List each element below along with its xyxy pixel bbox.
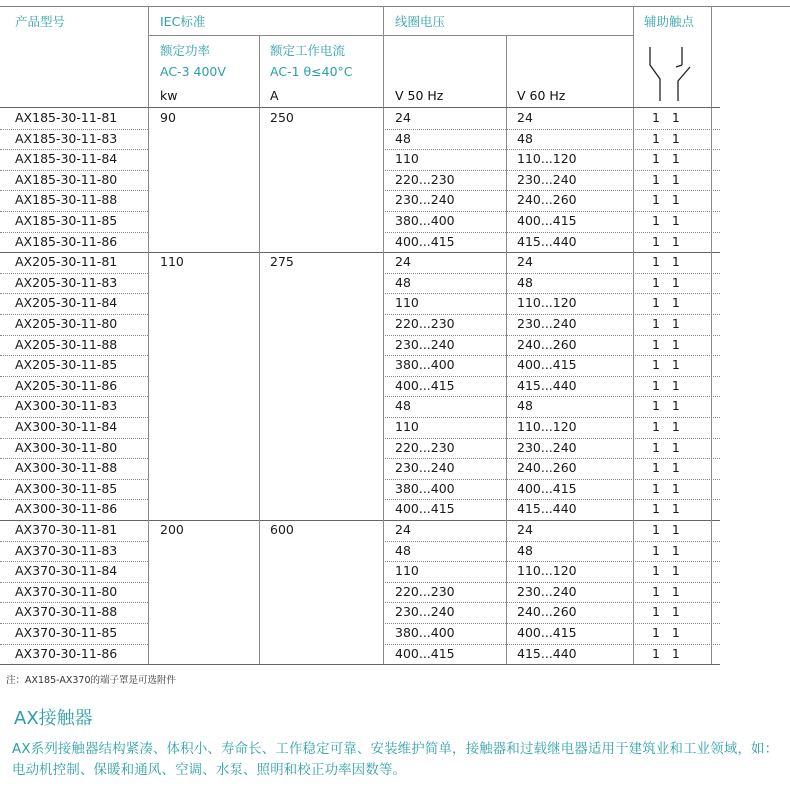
iec-underline <box>148 35 383 36</box>
col-divider <box>633 6 634 107</box>
cell-model: AX300-30-11-86 <box>15 501 118 517</box>
rated-current-condition: AC-1 θ≤40°C <box>270 64 353 79</box>
cell-v50: 110 <box>395 295 419 311</box>
cell-v50: 220...230 <box>395 316 455 331</box>
cell-v60: 240...260 <box>517 192 577 208</box>
cell-aux: 1 1 <box>652 336 680 352</box>
section-description: AX系列接触器结构紧凑、体积小、寿命长、工作稳定可靠、安装维护简单，接触器和过载继电器适用于建筑业和工业领域，如： 电动机控制、保暖和通风、空调、水泵、照明和校正功率因数等。 <box>12 742 779 778</box>
cell-v60: 240...260 <box>517 460 577 476</box>
auxiliary-contact-symbol-icon <box>640 47 700 107</box>
cell-v50: 220...230 <box>395 171 455 187</box>
cell-v50: 400...415 <box>395 645 455 661</box>
table-row <box>0 623 720 644</box>
col-divider <box>148 6 149 107</box>
cell-aux: 1 1 <box>652 295 680 311</box>
cell-model: AX370-30-11-86 <box>15 645 118 661</box>
table-row <box>0 541 720 562</box>
rated-current-unit: A <box>270 88 279 103</box>
cell-model: AX370-30-11-81 <box>15 522 118 537</box>
footnote: 注：AX185-AX370的端子罩是可选附件 <box>6 675 176 686</box>
table-row <box>0 602 720 623</box>
cell-v60: 240...260 <box>517 604 577 620</box>
table-row <box>0 417 720 438</box>
cell-aux: 1 1 <box>652 213 680 228</box>
cell-v50: 24 <box>395 254 411 270</box>
cell-aux: 1 1 <box>652 625 680 640</box>
aux-contact-header: 辅助触点 <box>644 14 695 29</box>
cell-model: AX185-30-11-81 <box>15 110 118 125</box>
cell-v50: 110 <box>395 151 419 167</box>
cell-aux: 1 1 <box>652 171 680 187</box>
cell-aux: 1 1 <box>652 439 680 455</box>
table-row <box>0 396 720 417</box>
table-row <box>0 273 720 294</box>
table-row <box>0 644 720 665</box>
table-row <box>0 582 720 603</box>
coil-underline <box>383 35 633 36</box>
table-row <box>0 108 720 129</box>
cell-model: AX205-30-11-84 <box>15 295 118 311</box>
cell-model: AX370-30-11-88 <box>15 604 118 620</box>
cell-model: AX370-30-11-85 <box>15 625 118 640</box>
col-divider <box>506 35 507 107</box>
cell-v60: 400...415 <box>517 625 577 640</box>
cell-v60: 24 <box>517 522 533 537</box>
cell-v60: 48 <box>517 274 533 290</box>
table-row <box>0 149 720 170</box>
table-row <box>0 335 720 356</box>
cell-v50: 380...400 <box>395 213 455 228</box>
col-divider <box>383 108 384 664</box>
cell-v60: 110...120 <box>517 563 577 579</box>
table-row <box>0 438 720 459</box>
cell-aux: 1 1 <box>652 110 680 125</box>
table-bottom-rule <box>0 664 720 665</box>
coil-voltage-header: 线圈电压 <box>395 14 446 29</box>
cell-model: AX185-30-11-84 <box>15 151 118 167</box>
cell-model: AX300-30-11-80 <box>15 439 118 455</box>
table-row <box>0 376 720 397</box>
table-row <box>0 458 720 479</box>
cell-current: 275 <box>270 254 294 270</box>
cell-model: AX185-30-11-83 <box>15 130 118 146</box>
cell-v50: 48 <box>395 130 411 146</box>
cell-model: AX300-30-11-83 <box>15 398 118 414</box>
table-row <box>0 355 720 376</box>
cell-v60: 400...415 <box>517 480 577 496</box>
cell-model: AX205-30-11-86 <box>15 377 118 393</box>
cell-aux: 1 1 <box>652 398 680 414</box>
cell-v50: 380...400 <box>395 357 455 373</box>
cell-v50: 220...230 <box>395 583 455 599</box>
cell-model: AX185-30-11-88 <box>15 192 118 208</box>
table-row <box>0 293 720 314</box>
cell-model: AX205-30-11-85 <box>15 357 118 373</box>
cell-v60: 230...240 <box>517 583 577 599</box>
cell-model: AX370-30-11-80 <box>15 583 118 599</box>
cell-v60: 400...415 <box>517 213 577 228</box>
cell-aux: 1 1 <box>652 563 680 579</box>
col-divider <box>259 108 260 664</box>
cell-v60: 230...240 <box>517 316 577 331</box>
cell-model: AX370-30-11-84 <box>15 563 118 579</box>
col-divider <box>711 108 712 664</box>
cell-model: AX185-30-11-86 <box>15 233 118 249</box>
cell-v60: 48 <box>517 542 533 558</box>
cell-aux: 1 1 <box>652 357 680 373</box>
col-divider <box>506 108 507 664</box>
rated-power-condition: AC-3 400V <box>160 64 226 79</box>
cell-v60: 230...240 <box>517 439 577 455</box>
rated-current-header: 额定工作电流 <box>270 43 346 58</box>
cell-v60: 24 <box>517 254 533 270</box>
col-divider <box>711 6 712 107</box>
model-header: 产品型号 <box>15 14 66 29</box>
header-top-rule <box>0 6 790 7</box>
cell-v50: 400...415 <box>395 233 455 249</box>
col-divider <box>148 108 149 664</box>
cell-aux: 1 1 <box>652 460 680 476</box>
cell-aux: 1 1 <box>652 233 680 249</box>
cell-aux: 1 1 <box>652 254 680 270</box>
cell-v50: 400...415 <box>395 377 455 393</box>
cell-aux: 1 1 <box>652 522 680 537</box>
table-row <box>0 520 720 541</box>
table-row <box>0 190 720 211</box>
cell-model: AX205-30-11-83 <box>15 274 118 290</box>
table-row <box>0 499 720 520</box>
table-row <box>0 561 720 582</box>
cell-v60: 415...440 <box>517 501 577 517</box>
cell-aux: 1 1 <box>652 274 680 290</box>
cell-aux: 1 1 <box>652 316 680 331</box>
cell-v50: 24 <box>395 522 411 537</box>
cell-model: AX185-30-11-80 <box>15 171 118 187</box>
cell-v60: 415...440 <box>517 645 577 661</box>
table-row <box>0 252 720 273</box>
cell-v50: 220...230 <box>395 439 455 455</box>
table-row <box>0 170 720 191</box>
cell-v60: 110...120 <box>517 151 577 167</box>
cell-aux: 1 1 <box>652 542 680 558</box>
cell-aux: 1 1 <box>652 192 680 208</box>
cell-v50: 380...400 <box>395 625 455 640</box>
cell-v60: 230...240 <box>517 171 577 187</box>
cell-model: AX205-30-11-81 <box>15 254 118 270</box>
cell-aux: 1 1 <box>652 604 680 620</box>
table-row <box>0 232 720 253</box>
cell-v50: 230...240 <box>395 192 455 208</box>
cell-aux: 1 1 <box>652 645 680 661</box>
cell-v50: 230...240 <box>395 604 455 620</box>
col-divider <box>259 35 260 107</box>
cell-power: 200 <box>160 522 184 537</box>
rated-power-unit: kw <box>160 88 178 103</box>
cell-aux: 1 1 <box>652 480 680 496</box>
cell-aux: 1 1 <box>652 377 680 393</box>
cell-model: AX300-30-11-88 <box>15 460 118 476</box>
cell-v50: 48 <box>395 542 411 558</box>
cell-v50: 380...400 <box>395 480 455 496</box>
cell-v60: 415...440 <box>517 377 577 393</box>
v60-header: V 60 Hz <box>517 88 566 103</box>
v50-header: V 50 Hz <box>395 88 444 103</box>
section-title: AX接触器 <box>14 708 93 729</box>
cell-model: AX205-30-11-80 <box>15 316 118 331</box>
col-divider <box>633 108 634 664</box>
cell-v50: 230...240 <box>395 336 455 352</box>
cell-model: AX300-30-11-84 <box>15 419 118 434</box>
cell-v50: 24 <box>395 110 411 125</box>
cell-v60: 240...260 <box>517 336 577 352</box>
cell-v50: 110 <box>395 419 419 434</box>
cell-v50: 48 <box>395 398 411 414</box>
cell-model: AX370-30-11-83 <box>15 542 118 558</box>
cell-current: 250 <box>270 110 294 125</box>
cell-v60: 110...120 <box>517 295 577 311</box>
cell-power: 90 <box>160 110 176 125</box>
cell-v60: 24 <box>517 110 533 125</box>
cell-v50: 110 <box>395 563 419 579</box>
rated-power-header: 额定功率 <box>160 43 211 58</box>
cell-aux: 1 1 <box>652 151 680 167</box>
table-row <box>0 314 720 335</box>
table-row <box>0 479 720 500</box>
cell-model: AX205-30-11-88 <box>15 336 118 352</box>
iec-header: IEC标准 <box>160 14 206 29</box>
cell-v60: 400...415 <box>517 357 577 373</box>
cell-v60: 48 <box>517 398 533 414</box>
cell-v50: 48 <box>395 274 411 290</box>
cell-v50: 400...415 <box>395 501 455 517</box>
col-divider <box>383 6 384 107</box>
cell-power: 110 <box>160 254 184 270</box>
table-row <box>0 211 720 232</box>
cell-aux: 1 1 <box>652 130 680 146</box>
table-row <box>0 129 720 150</box>
cell-model: AX300-30-11-85 <box>15 480 118 496</box>
cell-v60: 48 <box>517 130 533 146</box>
cell-v60: 415...440 <box>517 233 577 249</box>
cell-v50: 230...240 <box>395 460 455 476</box>
cell-model: AX185-30-11-85 <box>15 213 118 228</box>
cell-aux: 1 1 <box>652 419 680 434</box>
cell-current: 600 <box>270 522 294 537</box>
cell-v60: 110...120 <box>517 419 577 434</box>
cell-aux: 1 1 <box>652 501 680 517</box>
table-header <box>0 6 790 107</box>
cell-aux: 1 1 <box>652 583 680 599</box>
